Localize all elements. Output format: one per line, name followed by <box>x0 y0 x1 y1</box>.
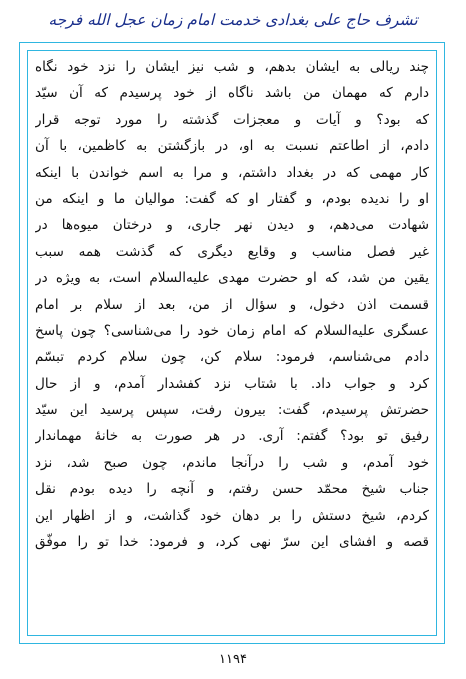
text-line: او را ندیده بودم، و گفتار او که گفت: موالیان ما و اینکه من <box>35 190 429 207</box>
running-header: تشرف حاج علی بغدادی خدمت امام زمان عجل الله فرجه <box>48 11 418 29</box>
text-line: رفیق تو بود؟ گفتم: آری. در هر صورت به خانهٔ مهماندار <box>35 428 429 445</box>
text-line: کار مهمی که در بغداد داشتم، و مرا به اسم خواندن با اینکه <box>35 164 429 181</box>
text-line: کرد و جواب داد. با شتاب نزد کفشدار آمدم، و از حال <box>35 375 429 392</box>
text-line: جناب شیخ محمّد حسن رفتم، و آنچه را دیده بودم نقل <box>35 481 429 498</box>
text-line: شهادت می‌دهم، و دیدن نهر جاری، و درختان میوه‌ها در <box>35 217 429 234</box>
text-line: دادم، از اطاعتم نسبت به او، در بازگشتن به کاظمین، با آن <box>35 138 429 155</box>
text-line: دارم که مهمان من باشد ناگاه از خود پرسیدم که آن سیّد <box>35 85 429 102</box>
text-line: که بود؟ و آیات و معجزات گذشته را مورد توجه قرار <box>35 111 429 128</box>
text-line: یقین من شد، که او حضرت مهدی عليه‌السلام است، به ویژه در <box>35 270 429 287</box>
text-line: چند ریالی به ایشان بدهم، و شب نیز ایشان را نزد خود نگاه <box>35 59 429 75</box>
text-line: خود آمدم، و شب را درآنجا ماندم، چون صبح شد، نزد <box>35 454 429 471</box>
text-line: کردم، شیخ دستش را بر دهان خود گذاشت، و از اظهار این <box>35 507 429 524</box>
text-line: دادم می‌شناسم، فرمود: سلام کن، چون سلام کردم تبسّم <box>35 349 429 366</box>
page-number: ۱۱۹۴ <box>219 652 247 667</box>
text-line: قصه و افشای این سرّ نهی کرد، و فرمود: خدا تو را موفّق <box>35 534 429 551</box>
text-line: عسگری عليه‌السلام که امام زمان خود را می‌شناسی؟ چون پاسخ <box>35 322 429 339</box>
text-line: غیر فصل مناسب و وقایع دیگری که گذشت همه سبب <box>35 243 429 260</box>
text-line: قسمت اذن دخول، و سؤال از من، بعد از سلام بر امام <box>35 296 429 313</box>
body-text <box>35 54 429 634</box>
text-line: حضرتش پرسیدم، گفت: بیرون رفت، سپس پرسید این سیّد <box>35 402 429 419</box>
